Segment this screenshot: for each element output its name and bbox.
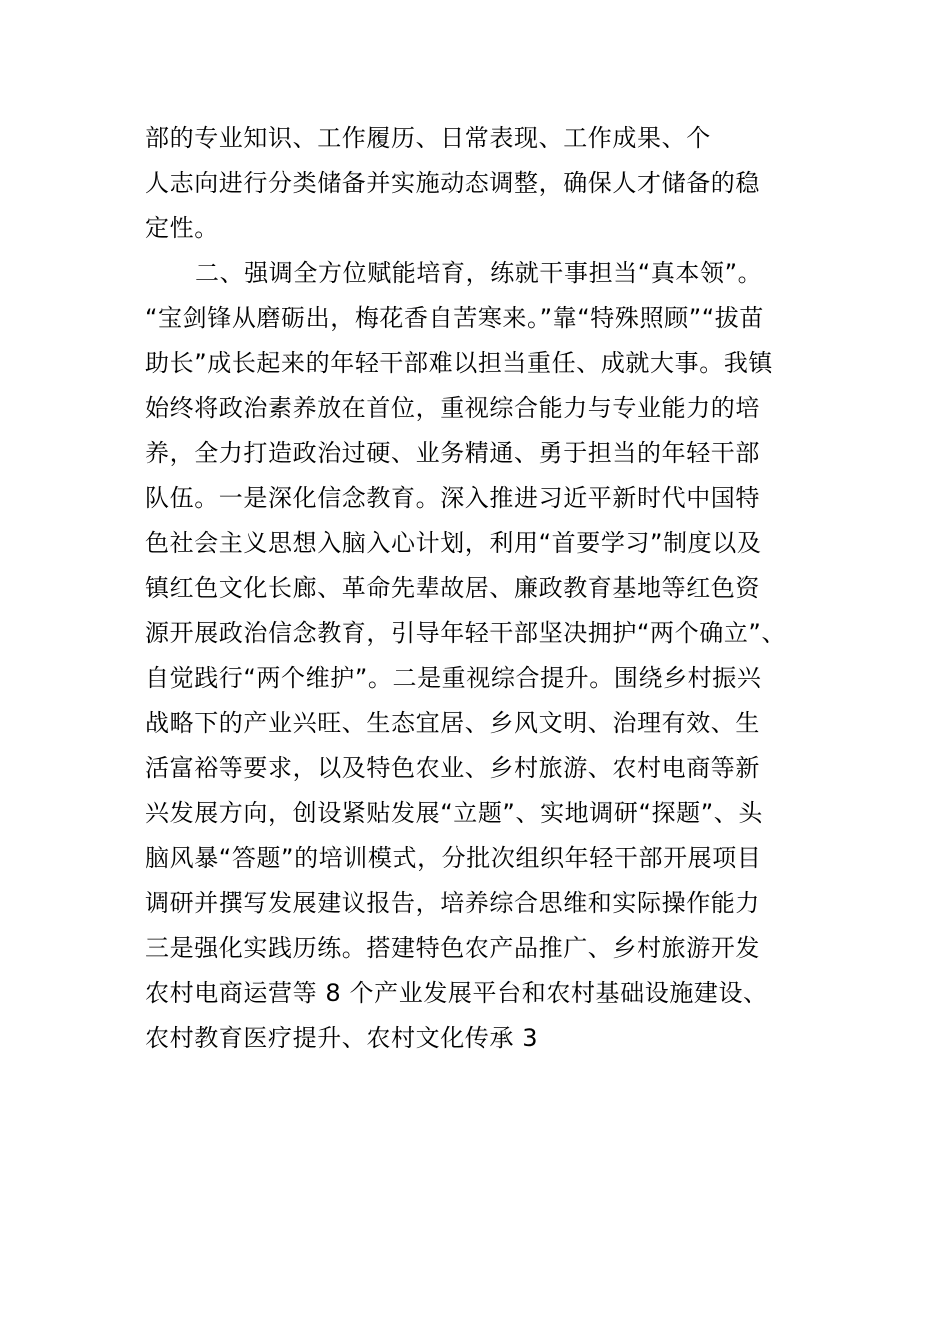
text-line: 三是强化实践历练。搭建特色农产品推广、乡村旅游开发 — [145, 934, 760, 962]
text-line: 调研并撰写发展建议报告，培养综合思维和实际操作能力 — [145, 889, 760, 917]
text-line: 助长”成长起来的年轻干部难以担当重任、成就大事。我镇 — [145, 349, 774, 377]
text-line: 定性。 — [145, 214, 219, 242]
text-line: 脑风暴“答题”的培训模式，分批次组织年轻干部开展项目 — [145, 844, 762, 872]
text-line: 兴发展方向，创设紧贴发展“立题”、实地调研“探题”、头 — [145, 799, 763, 827]
text-line: 部的专业知识、工作履历、日常表现、工作成果、个 — [145, 124, 711, 152]
text-line: 镇红色文化长廊、革命先辈故居、廉政教育基地等红色资 — [145, 574, 760, 602]
text-line: 源开展政治信念教育，引导年轻干部坚决拥护“两个确立”、 — [145, 619, 787, 647]
text-line: 养，全力打造政治过硬、业务精通、勇于担当的年轻干部 — [145, 439, 760, 467]
text-line: 战略下的产业兴旺、生态宜居、乡风文明、治理有效、生 — [145, 709, 760, 737]
section-heading-line: 二、强调全方位赋能培育，练就干事担当“真本领”。 — [195, 259, 763, 287]
text-line: 农村电商运营等 8 个产业发展平台和农村基础设施建设、 — [145, 979, 768, 1007]
text-line: 自觉践行“两个维护”。二是重视综合提升。围绕乡村振兴 — [145, 664, 762, 692]
text-line: 始终将政治素养放在首位，重视综合能力与专业能力的培 — [145, 394, 760, 422]
text-line: 队伍。一是深化信念教育。深入推进习近平新时代中国特 — [145, 484, 760, 512]
text-line: 色社会主义思想入脑入心计划，利用“首要学习”制度以及 — [145, 529, 762, 557]
text-line: 农村教育医疗提升、农村文化传承 3 — [145, 1024, 539, 1052]
text-line: 活富裕等要求，以及特色农业、乡村旅游、农村电商等新 — [145, 754, 760, 782]
text-line: 人志向进行分类储备并实施动态调整，确保人才储备的稳 — [145, 169, 760, 197]
document-body — [145, 116, 825, 1061]
text-line: “宝剑锋从磨砺出，梅花香自苦寒来。”靠“特殊照顾”“拔苗 — [145, 304, 764, 332]
